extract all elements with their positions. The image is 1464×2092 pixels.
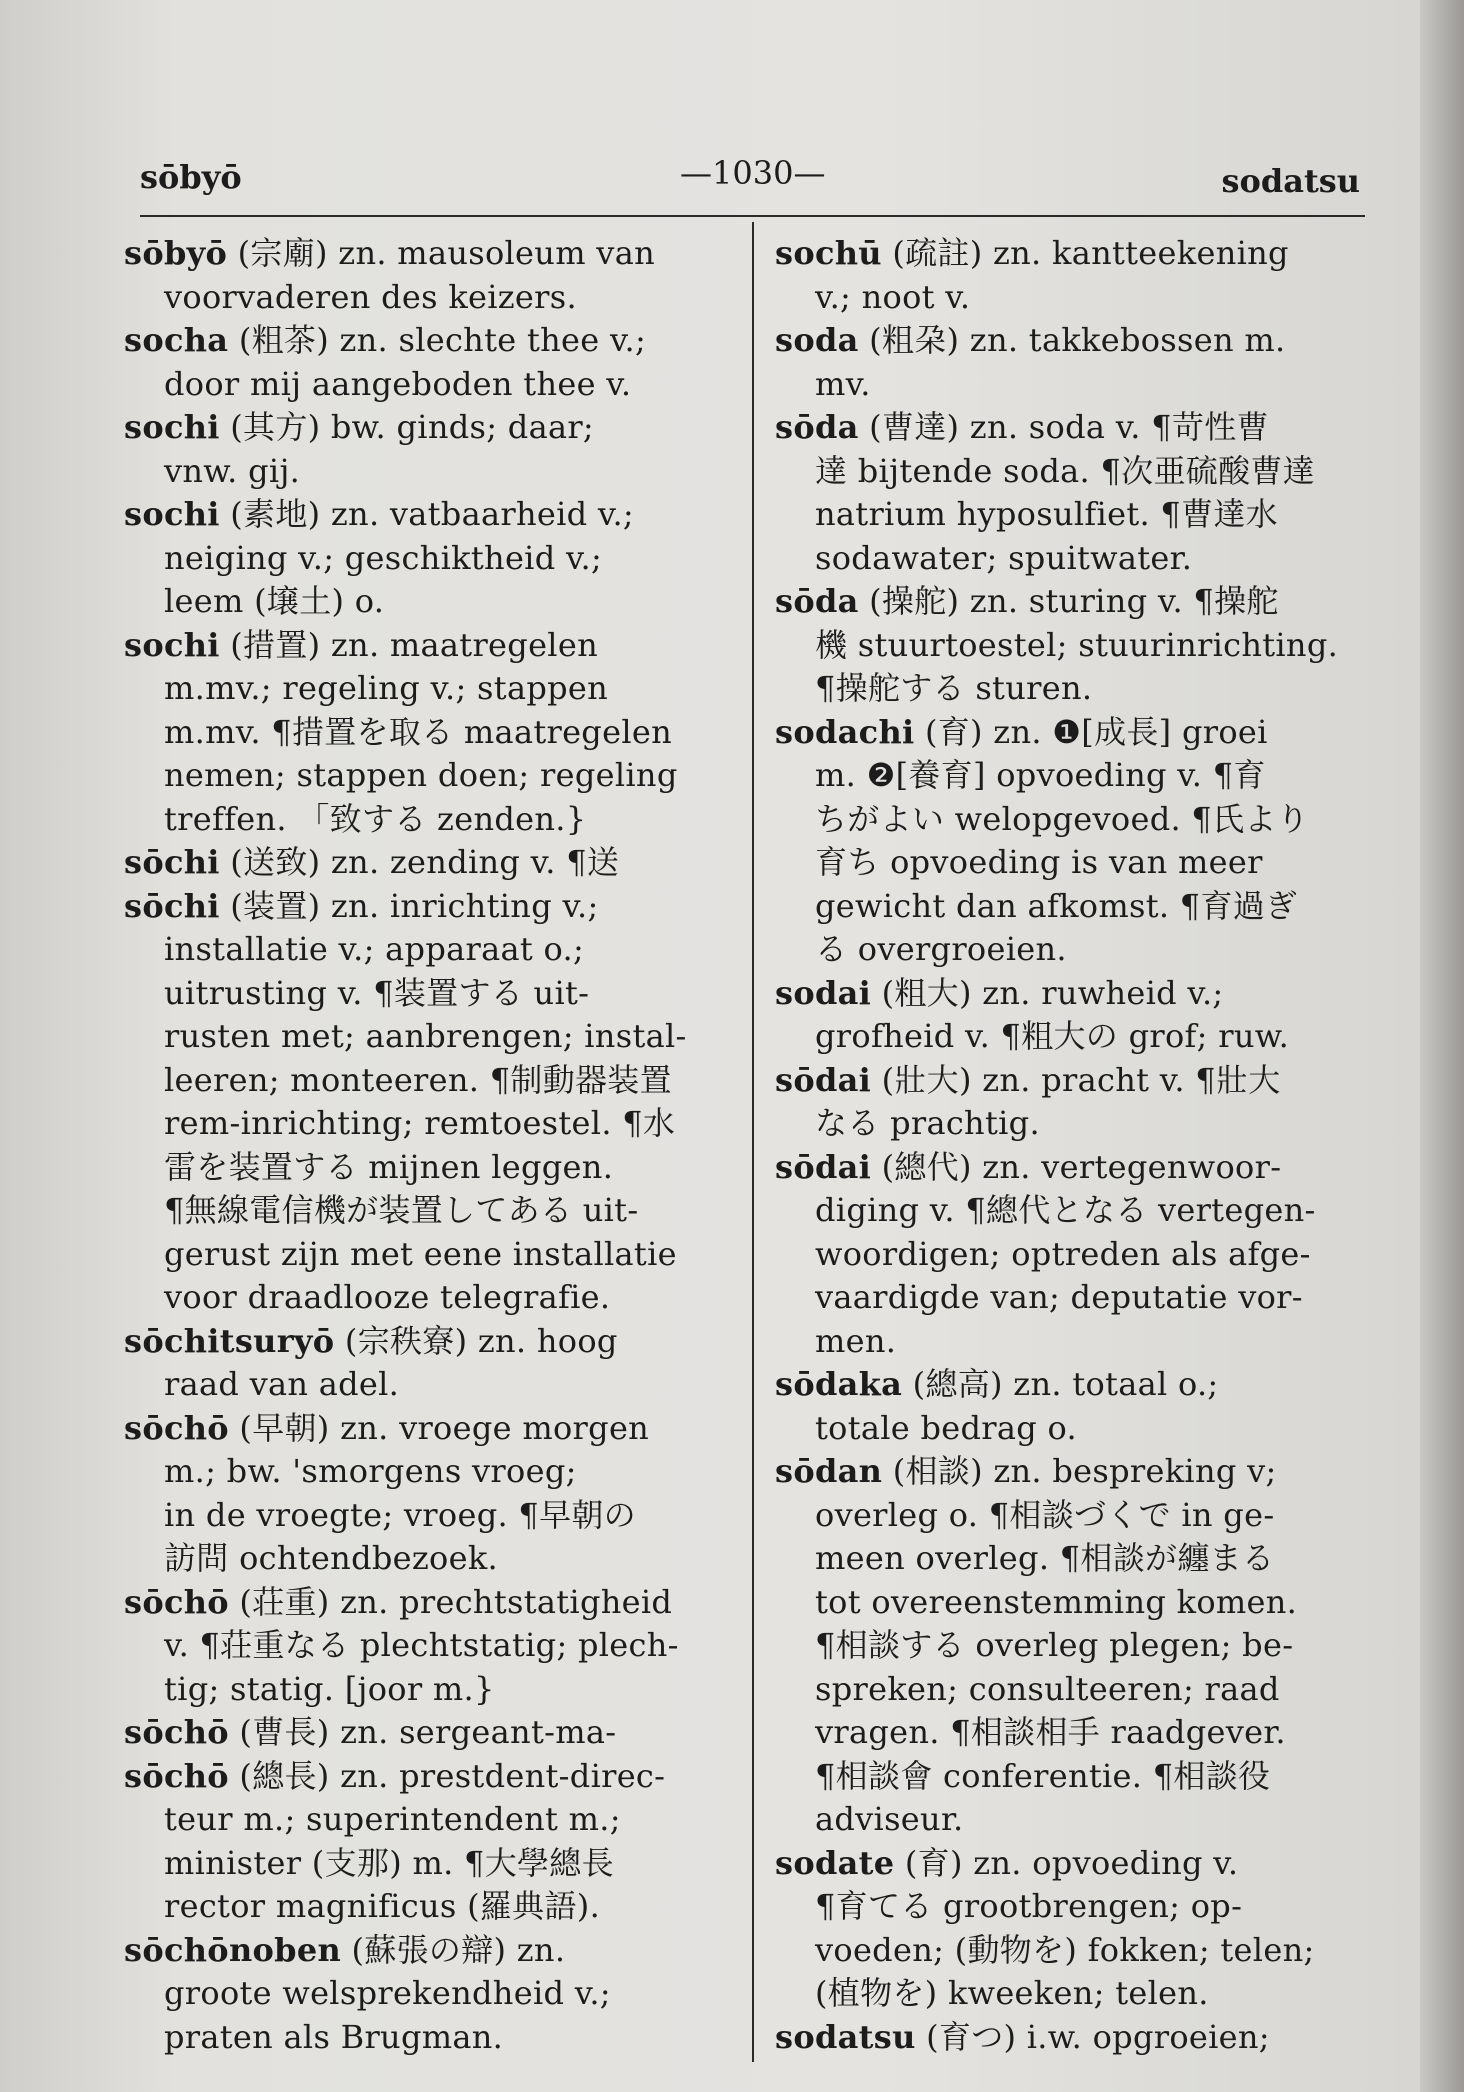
entry-headword-line: [124, 624, 724, 668]
entry-text: overleg o. ¶相談づくで in ge-: [815, 1495, 1275, 1534]
entry-continuation-line: [775, 667, 1375, 711]
entry-text: v. ¶荘重なる plechtstatig; plech-: [164, 1626, 679, 1664]
entry-headword-line: [775, 580, 1375, 624]
entry-continuation-line: [124, 2016, 724, 2060]
entry-continuation-line: [775, 1798, 1375, 1842]
entry-continuation-line: [775, 885, 1375, 929]
entry-headword-line: [775, 2016, 1375, 2060]
entry-text: (粗朶) zn. takkebossen m.: [858, 321, 1286, 359]
entry-continuation-line: [775, 624, 1375, 668]
entry-continuation-line: [775, 363, 1375, 407]
entry-headword-line: [124, 885, 724, 929]
entry-continuation-line: [124, 1668, 724, 1712]
entry-headword-line: [775, 1842, 1375, 1886]
entry-text: treffen. 「致する zenden.}: [164, 799, 587, 838]
entry-continuation-line: [775, 1668, 1375, 1712]
entry-continuation-line: [775, 1276, 1375, 1320]
entry-headword-line: [124, 319, 724, 363]
entry-text: men.: [815, 1321, 897, 1360]
entry-text: voorvaderen des keizers.: [164, 277, 577, 316]
entry-text: installatie v.; apparaat o.;: [164, 930, 585, 968]
entry-text: (育) zn. ❶[成長] groei: [914, 712, 1268, 751]
entry-text: (疏註) zn. kantteekening: [881, 234, 1289, 272]
entry-text: (育つ) i.w. opgroeien;: [915, 2017, 1270, 2056]
entry-text: neiging v.; geschiktheid v.;: [164, 538, 603, 577]
entry-continuation-line: [124, 928, 724, 972]
entry-text: ちがよい welopgevoed. ¶氏より: [815, 799, 1309, 838]
entry-text: leeren; monteeren. ¶制動器装置: [164, 1060, 672, 1099]
entry-text: (宗秩寮) zn. hoog: [334, 1321, 618, 1360]
entry-headword-line: [775, 1450, 1375, 1494]
entry-text: teur m.; superintendent m.;: [164, 1800, 621, 1838]
entry-continuation-line: [124, 450, 724, 494]
entry-text: woordigen; optreden als afge-: [815, 1234, 1311, 1273]
entry-text: tig; statig. [joor m.}: [164, 1669, 495, 1708]
entry-text: voeden; (動物を) fokken; telen;: [815, 1930, 1315, 1969]
entry-continuation-line: [124, 798, 724, 842]
entry-text: (總代) zn. vertegenwoor-: [871, 1147, 1282, 1186]
headword: sōchō: [124, 1756, 229, 1795]
entry-headword-line: [124, 1581, 724, 1625]
entry-text: (粗茶) zn. slechte thee v.;: [228, 321, 647, 359]
entry-headword-line: [124, 841, 724, 885]
entry-text: ¶相談會 conferentie. ¶相談役: [815, 1756, 1271, 1795]
entry-text: v.; noot v.: [815, 277, 971, 316]
headword: sōchi: [124, 886, 220, 925]
entry-continuation-line: [775, 1015, 1375, 1059]
entry-continuation-line: [124, 1798, 724, 1842]
entry-headword-line: [124, 1320, 724, 1364]
entry-continuation-line: [124, 1233, 724, 1277]
entry-continuation-line: [124, 1276, 724, 1320]
entry-headword-line: [775, 232, 1375, 276]
page-spine-shadow: [1420, 0, 1464, 2092]
entry-text: ¶操舵する sturen.: [815, 669, 1093, 707]
entry-continuation-line: [124, 1842, 724, 1886]
entry-text: vnw. gij.: [164, 451, 301, 490]
entry-continuation-line: [775, 798, 1375, 842]
entry-continuation-line: [124, 537, 724, 581]
headword: sochū: [775, 234, 882, 272]
entry-continuation-line: [124, 276, 724, 320]
entry-continuation-line: [775, 1102, 1375, 1146]
entry-text: mv.: [815, 364, 871, 403]
entry-continuation-line: [124, 1102, 724, 1146]
entry-continuation-line: [124, 1059, 724, 1103]
entry-text: tot overeenstemming komen.: [815, 1582, 1298, 1621]
entry-continuation-line: [124, 363, 724, 407]
entry-headword-line: [775, 972, 1375, 1016]
entry-continuation-line: [124, 711, 724, 755]
entry-text: leem (壌土) o.: [164, 582, 385, 620]
entry-continuation-line: [775, 1711, 1375, 1755]
right-column: [775, 232, 1375, 2059]
headword: sōda: [775, 408, 859, 446]
entry-text: sodawater; spuitwater.: [815, 538, 1193, 577]
headword: sōbyō: [124, 234, 228, 272]
page-header: [140, 150, 1360, 210]
entry-text: minister (支那) m. ¶大學總長: [164, 1843, 614, 1882]
entry-text: grofheid v. ¶粗大の grof; ruw.: [815, 1017, 1290, 1055]
headword: sodatsu: [775, 2017, 916, 2056]
entry-continuation-line: [775, 1755, 1375, 1799]
headword: sōdaka: [775, 1365, 903, 1403]
entry-headword-line: [124, 1407, 724, 1451]
entry-text: 育ち opvoeding is van meer: [815, 843, 1263, 881]
entry-text: る overgroeien.: [815, 930, 1067, 968]
entry-text: (總長) zn. prestdent-direc-: [228, 1756, 666, 1795]
entry-text: diging v. ¶總代となる vertegen-: [815, 1191, 1316, 1229]
entry-text: (育) zn. opvoeding v.: [894, 1843, 1239, 1882]
entry-headword-line: [124, 1929, 724, 1973]
entry-headword-line: [124, 406, 724, 450]
entry-continuation-line: [775, 1624, 1375, 1668]
entry-text: (粗大) zn. ruwheid v.;: [871, 973, 1224, 1012]
entry-continuation-line: [124, 1494, 724, 1538]
entry-text: (曹長) zn. sergeant-ma-: [228, 1713, 617, 1751]
entry-text: (蘇張の辯) zn.: [341, 1930, 566, 1969]
entry-continuation-line: [775, 1537, 1375, 1581]
entry-continuation-line: [124, 1146, 724, 1190]
entry-text: m.mv.; regeling v.; stappen: [164, 669, 609, 707]
entry-text: (總高) zn. totaal o.;: [902, 1365, 1219, 1403]
entry-text: door mij aangeboden thee v.: [164, 364, 632, 403]
page-number: —1030—: [680, 154, 826, 192]
entry-continuation-line: [775, 537, 1375, 581]
entry-continuation-line: [775, 493, 1375, 537]
headword: sōchō: [124, 1408, 229, 1447]
entry-text: (其方) bw. ginds; daar;: [219, 408, 595, 446]
headword: socha: [124, 321, 229, 359]
entry-continuation-line: [775, 1929, 1375, 1973]
entry-continuation-line: [775, 1494, 1375, 1538]
entry-continuation-line: [124, 754, 724, 798]
entry-continuation-line: [775, 841, 1375, 885]
entry-continuation-line: [775, 276, 1375, 320]
entry-text: (宗廟) zn. mausoleum van: [227, 234, 655, 272]
headword: sōda: [775, 582, 859, 620]
entry-text: (操舵) zn. sturing v. ¶操舵: [858, 582, 1279, 620]
headword: sodate: [775, 1843, 895, 1882]
entry-continuation-line: [124, 1624, 724, 1668]
headword: sodai: [775, 973, 872, 1012]
entry-text: rem-inrichting; remtoestel. ¶水: [164, 1104, 676, 1142]
entry-continuation-line: [775, 450, 1375, 494]
entry-text: voor draadlooze telegrafie.: [164, 1278, 611, 1316]
entry-text: ¶相談する overleg plegen; be-: [815, 1626, 1294, 1664]
headword: sōdan: [775, 1452, 883, 1490]
entry-continuation-line: [775, 1320, 1375, 1364]
entry-continuation-line: [775, 1581, 1375, 1625]
entry-continuation-line: [775, 1407, 1375, 1451]
entry-text: groote welsprekendheid v.;: [164, 1974, 611, 2012]
entry-continuation-line: [775, 754, 1375, 798]
entry-text: (相談) zn. bespreking v;: [882, 1452, 1277, 1490]
entry-headword-line: [775, 1146, 1375, 1190]
entry-continuation-line: [124, 667, 724, 711]
entry-continuation-line: [775, 1189, 1375, 1233]
entry-headword-line: [775, 319, 1375, 363]
entry-text: nemen; stappen doen; regeling: [164, 756, 678, 794]
headword: sochi: [124, 625, 220, 664]
entry-text: in de vroegte; vroeg. ¶早朝の: [164, 1495, 636, 1534]
entry-text: raad van adel.: [164, 1365, 400, 1403]
entry-continuation-line: [124, 1885, 724, 1929]
headword: sochi: [124, 495, 220, 533]
entry-text: (曹達) zn. soda v. ¶苛性曹: [858, 408, 1269, 446]
headword: sōchōnoben: [124, 1930, 342, 1969]
entry-text: (早朝) zn. vroege morgen: [228, 1408, 650, 1447]
headword: soda: [775, 321, 859, 359]
header-rule: [140, 215, 1365, 217]
entry-headword-line: [124, 1755, 724, 1799]
entry-text: 達 bijtende soda. ¶次亜硫酸曹達: [815, 451, 1315, 490]
entry-headword-line: [775, 406, 1375, 450]
entry-headword-line: [124, 493, 724, 537]
entry-headword-line: [124, 1711, 724, 1755]
entry-text: meen overleg. ¶相談が纏まる: [815, 1539, 1275, 1577]
entry-text: ¶育てる grootbrengen; op-: [815, 1887, 1243, 1925]
entry-text: vragen. ¶相談相手 raadgever.: [815, 1713, 1286, 1751]
entry-continuation-line: [124, 1450, 724, 1494]
headword: sōchi: [124, 843, 220, 881]
entry-text: gewicht dan afkomst. ¶育過ぎ: [815, 886, 1298, 925]
entry-text: (装置) zn. inrichting v.;: [219, 886, 599, 925]
entry-text: adviseur.: [815, 1800, 964, 1838]
entry-text: なる prachtig.: [815, 1104, 1040, 1142]
entry-text: (送致) zn. zending v. ¶送: [219, 843, 620, 881]
entry-continuation-line: [124, 1537, 724, 1581]
entry-continuation-line: [124, 1363, 724, 1407]
entry-text: (荘重) zn. prechtstatigheid: [228, 1582, 673, 1621]
entry-continuation-line: [775, 928, 1375, 972]
entry-text: gerust zijn met eene installatie: [164, 1234, 677, 1273]
entry-text: vaardigde van; deputatie vor-: [815, 1278, 1303, 1316]
entry-text: (措置) zn. maatregelen: [219, 625, 598, 664]
entry-continuation-line: [775, 1972, 1375, 2016]
entry-continuation-line: [775, 1885, 1375, 1929]
headword: sodachi: [775, 712, 915, 751]
entry-continuation-line: [124, 1189, 724, 1233]
headword: sōchō: [124, 1713, 229, 1751]
header-first-headword: sōbyō: [140, 158, 242, 196]
entry-text: m. ❷[養育] opvoeding v. ¶育: [815, 756, 1266, 794]
entry-text: rector magnificus (羅典語).: [164, 1887, 601, 1925]
entry-text: rusten met; aanbrengen; instal-: [164, 1017, 687, 1055]
entry-headword-line: [775, 1363, 1375, 1407]
entry-text: (植物を) kweeken; telen.: [815, 1974, 1209, 2012]
entry-headword-line: [775, 1059, 1375, 1103]
entry-continuation-line: [775, 1233, 1375, 1277]
entry-headword-line: [775, 711, 1375, 755]
entry-text: m.; bw. 'smorgens vroeg;: [164, 1452, 577, 1490]
entry-text: natrium hyposulfiet. ¶曹達水: [815, 495, 1278, 533]
entry-text: praten als Brugman.: [164, 2017, 504, 2056]
entry-text: 機 stuurtoestel; stuurinrichting.: [815, 625, 1339, 664]
entry-continuation-line: [124, 972, 724, 1016]
headword: sōdai: [775, 1147, 872, 1186]
entry-text: 訪問 ochtendbezoek.: [164, 1539, 499, 1577]
entry-continuation-line: [124, 580, 724, 624]
entry-text: spreken; consulteeren; raad: [815, 1669, 1280, 1708]
entry-text: (壯大) zn. pracht v. ¶壯大: [871, 1060, 1281, 1099]
entry-continuation-line: [124, 1972, 724, 2016]
entry-text: ¶無線電信機が装置してある uit-: [164, 1191, 639, 1229]
headword: sōdai: [775, 1060, 872, 1099]
entry-headword-line: [124, 232, 724, 276]
headword: sochi: [124, 408, 220, 446]
entry-continuation-line: [124, 1015, 724, 1059]
entry-text: totale bedrag o.: [815, 1408, 1078, 1447]
headword: sōchitsuryō: [124, 1321, 335, 1360]
header-last-headword: sodatsu: [1221, 162, 1360, 200]
entry-text: 雷を装置する mijnen leggen.: [164, 1147, 614, 1186]
entry-text: uitrusting v. ¶装置する uit-: [164, 973, 590, 1012]
column-divider: [752, 222, 754, 2062]
entry-text: (素地) zn. vatbaarheid v.;: [219, 495, 635, 533]
headword: sōchō: [124, 1582, 229, 1621]
left-column: [124, 232, 724, 2059]
entry-text: m.mv. ¶措置を取る maatregelen: [164, 712, 673, 751]
